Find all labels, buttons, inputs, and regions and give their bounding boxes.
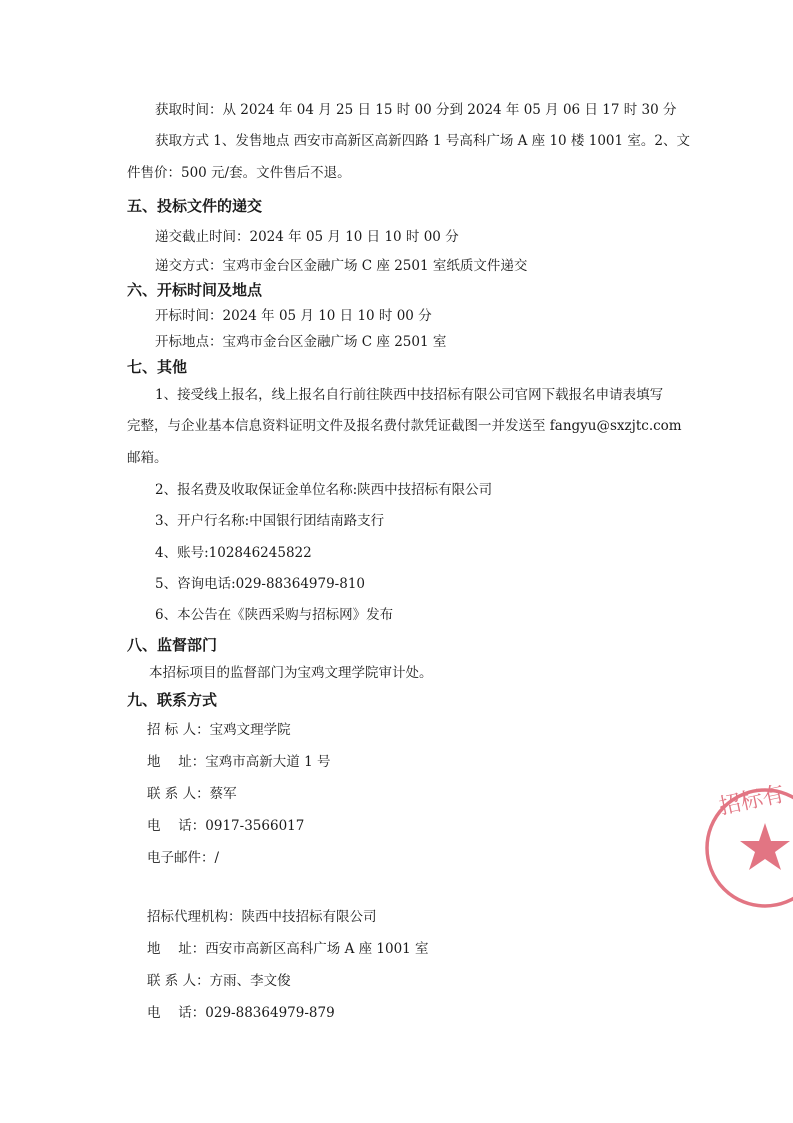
s7-item6: 6、本公告在《陕西采购与招标网》发布	[155, 607, 394, 623]
s7-item3: 3、开户行名称:中国银行团结南路支行	[155, 513, 385, 529]
s6-heading: 六、开标时间及地点	[127, 281, 263, 299]
s9-heading: 九、联系方式	[127, 691, 218, 709]
s7-item5: 5、咨询电话:029-88364979-810	[155, 576, 366, 592]
agency-contact: 联 系 人：方雨、李文俊	[147, 973, 291, 989]
s6-time: 开标时间：2024 年 05 月 10 日 10 时 00 分	[155, 308, 432, 324]
s5-deadline: 递交截止时间：2024 年 05 月 10 日 10 时 00 分	[155, 229, 459, 245]
stamp-text: 招标有	[716, 781, 787, 820]
tenderer-phone: 电 话：0917-3566017	[147, 818, 305, 834]
agency-address: 地 址：西安市高新区高科广场 A 座 1001 室	[147, 941, 429, 957]
s5-method: 递交方式：宝鸡市金台区金融广场 C 座 2501 室纸质文件递交	[155, 258, 528, 274]
s4-time: 获取时间：从 2024 年 04 月 25 日 15 时 00 分到 2024 年 05 月 06 日 17 时 30 分	[155, 102, 677, 118]
s4-method-line2: 件售价：500 元/套。文件售后不退。	[127, 165, 351, 181]
s8-text: 本招标项目的监督部门为宝鸡文理学院审计处。	[149, 665, 433, 681]
s7-heading: 七、其他	[127, 358, 188, 376]
s5-heading: 五、投标文件的递交	[127, 197, 263, 215]
s7-item1-line2: 完整，与企业基本信息资料证明文件及报名费付款凭证截图一并发送至 fangyu@sxzjtc.com	[127, 418, 682, 434]
company-seal-stamp	[700, 768, 793, 928]
s7-item1-line1: 1、接受线上报名，线上报名自行前往陕西中技招标有限公司官网下载报名申请表填写	[155, 387, 664, 403]
s7-item4: 4、账号:102846245822	[155, 545, 312, 561]
tenderer-address: 地 址：宝鸡市高新大道 1 号	[147, 754, 331, 770]
s8-heading: 八、监督部门	[127, 636, 218, 654]
s7-item2: 2、报名费及收取保证金单位名称:陕西中技招标有限公司	[155, 482, 493, 498]
s4-method-line1: 获取方式 1、发售地点 西安市高新区高新四路 1 号高科广场 A 座 10 楼 1001 室。2、文	[155, 133, 690, 149]
tenderer: 招 标 人：宝鸡文理学院	[147, 722, 291, 738]
s6-place: 开标地点：宝鸡市金台区金融广场 C 座 2501 室	[155, 334, 447, 350]
stamp-star-icon	[740, 823, 790, 870]
tenderer-email: 电子邮件：/	[147, 850, 220, 866]
agency: 招标代理机构：陕西中技招标有限公司	[147, 909, 377, 925]
tenderer-contact: 联 系 人：蔡军	[147, 786, 237, 802]
agency-phone: 电 话：029-88364979-879	[147, 1005, 335, 1021]
s7-item1-line3: 邮箱。	[127, 450, 168, 466]
